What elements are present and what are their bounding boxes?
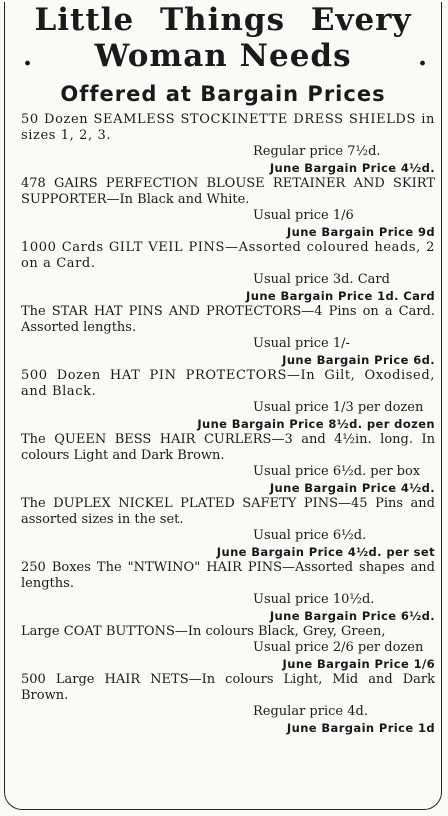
item-description: 478 GAIRS PERFECTION BLOUSE RETAINER AND SKIRT SUPPORTER—In Black and White. xyxy=(21,176,435,207)
item-description: The STAR HAT PINS AND PROTECTORS—4 Pins on a Card. Assorted lengths. xyxy=(21,304,435,335)
item-bargain-price: June Bargain Price 6d. xyxy=(282,353,435,367)
list-item xyxy=(5,496,441,560)
item-regular-price: Regular price 7½d. xyxy=(253,144,381,159)
list-item xyxy=(5,176,441,240)
item-bargain-price: June Bargain Price 1d. Card xyxy=(246,289,435,303)
item-bargain-price: June Bargain Price 1d xyxy=(286,721,435,735)
list-item xyxy=(5,560,441,624)
item-regular-price: Usual price 1/- xyxy=(253,336,350,351)
item-bargain-price: June Bargain Price 1/6 xyxy=(282,657,435,671)
list-item xyxy=(5,304,441,368)
list-item xyxy=(5,624,441,672)
advertisement xyxy=(4,2,442,810)
item-description: Large COAT BUTTONS—In colours Black, Grey, Green, xyxy=(21,624,386,639)
item-regular-price: Usual price 3d. Card xyxy=(253,272,390,287)
item-description: 500 Dozen HAT PIN PROTECTORS—In Gilt, Oxodised, and Black. xyxy=(21,368,435,399)
list-item xyxy=(5,240,441,304)
item-bargain-price: June Bargain Price 9d xyxy=(286,225,435,239)
headline-row-2 xyxy=(5,38,441,74)
list-item xyxy=(5,672,441,736)
headline-line-1: Little Things Every xyxy=(34,2,412,38)
item-description: 1000 Cards GILT VEIL PINS—Assorted coloured heads, 2 on a Card. xyxy=(21,240,435,271)
list-item xyxy=(5,432,441,496)
item-bargain-price: June Bargain Price 6½d. xyxy=(269,609,435,623)
item-regular-price: Usual price 1/6 xyxy=(253,208,354,223)
item-bargain-price: June Bargain Price 4½d. xyxy=(269,161,435,175)
item-regular-price: Usual price 2/6 per dozen xyxy=(253,640,424,655)
ornament-dot-left: . xyxy=(23,42,33,72)
headline-line-2: Woman Needs xyxy=(94,38,352,74)
ornament-dot-right: . xyxy=(417,42,427,72)
list-item xyxy=(5,368,441,432)
item-regular-price: Usual price 10½d. xyxy=(253,592,375,607)
item-regular-price: Usual price 6½d. per box xyxy=(253,464,421,479)
item-regular-price: Usual price 1/3 per dozen xyxy=(253,400,424,415)
item-description: 500 Large HAIR NETS—In colours Light, Mid and Dark Brown. xyxy=(21,672,435,703)
item-regular-price: Usual price 6½d. xyxy=(253,528,367,543)
subheadline: Offered at Bargain Prices xyxy=(60,82,386,106)
item-description: 250 Boxes The "NTWINO" HAIR PINS—Assorted shapes and lengths. xyxy=(21,560,435,591)
item-regular-price: Regular price 4d. xyxy=(253,704,368,719)
item-bargain-price: June Bargain Price 8½d. per dozen xyxy=(197,417,435,431)
list-item xyxy=(5,112,441,176)
item-bargain-price: June Bargain Price 4½d. xyxy=(269,481,435,495)
item-description: 50 Dozen SEAMLESS STOCKINETTE DRESS SHIELDS in sizes 1, 2, 3. xyxy=(21,112,435,143)
item-description: The QUEEN BESS HAIR CURLERS—3 and 4½in. long. In colours Light and Dark Brown. xyxy=(21,432,435,463)
item-description: The DUPLEX NICKEL PLATED SAFETY PINS—45 Pins and assorted sizes in the set. xyxy=(21,496,435,527)
item-bargain-price: June Bargain Price 4½d. per set xyxy=(216,545,435,559)
